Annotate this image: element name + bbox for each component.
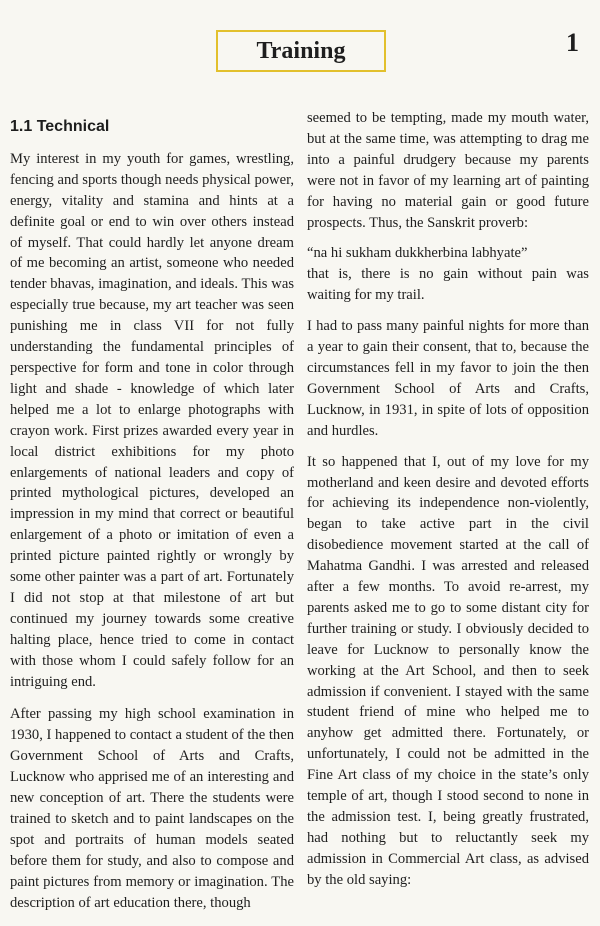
chapter-title-box (216, 30, 386, 72)
page-number: 1 (566, 28, 579, 57)
chapter-title: Training (256, 37, 346, 64)
paragraph: After passing my high school examination in 1930, I happened to contact a student of the then Government School of Arts and Crafts, Lucknow who apprised me of an interesting and new conception of art. There the students were trained to sketch and to paint landscapes on the spot and portraits of human models seated before them for study, and also to compose and paint pictures from memory or imagination. The description of art education there, though (10, 706, 294, 911)
paragraph-continuation: seemed to be tempting, made my mouth water, but at the same time, was attempting to drag me into a painful drudgery because my parents were not in favor of my learning art of painting for having no material gain or good future prospects. Thus, the Sanskrit proverb: (307, 110, 589, 231)
sanskrit-quote: “na hi sukham dukkherbina labhyate” (307, 245, 528, 262)
right-column (307, 108, 589, 901)
paragraph: It so happened that I, out of my love for my motherland and keen desire and devoted efforts for achieving its independence non-violently, began to take active part in the civil disobedience movement started at the call of Mahatma Gandhi. I was arrested and released after a few months. To avoid re-arrest, my parents asked me to go to some distant city for further training or study. I obviously decided to leave for Lucknow to personally know the working at the Art School, and then to seek admission if convenient. I stayed with the same student friend of mine who helped me to anyhow get admitted there. Fortunately, or unfortunately, I could not be admitted in the Fine Art class of my choice in the state’s only temple of art, though I stood second to none in the admission test. I, being greatly frustrated, had nothing but to reluctantly seek my admission in Commercial Art class, as advised by the old saying: (307, 453, 589, 888)
quote-translation: that is, there is no gain without pain was waiting for my trail. (307, 266, 589, 304)
paragraph: I had to pass many painful nights for more than a year to gain their consent, that to, because the circumstances fell in my favor to join the then Government School of Arts and Crafts, Lucknow, in 1931, in spite of lots of opposition and hurdles. (307, 318, 589, 439)
section-heading: 1.1 Technical (10, 118, 110, 135)
left-column (10, 108, 294, 926)
paragraph: My interest in my youth for games, wrestling, fencing and sports though needs physical power, energy, vitality and stamina and hints at a definite goal or end to win over others instead of myself. That could hardly let anyone dream of me becoming an artist, someone who needed tender bhavas, imagination, and ideals. This was especially true because, my art teacher was seen punishing me in class VII for not fully understanding the fundamental principles of perspective for form and tone in color through light and shade - knowledge of which later helped me a lot to enlarge photographs with crayon work. First prizes awarded every year in local district exhibitions for my photo enlargements of national leaders and copy of printed mythological pictures, developed an impression in my mind that correct or beautiful enlargement of a photo or imitation of even a printed picture painted rightly or wrongly by some other painter was a part of art. Fortunately I did not stop at that milestone of art but continued my journey towards some creative halting place, hence tried to come in contact with those whom I could safely follow for an intriguing end. (10, 150, 294, 690)
